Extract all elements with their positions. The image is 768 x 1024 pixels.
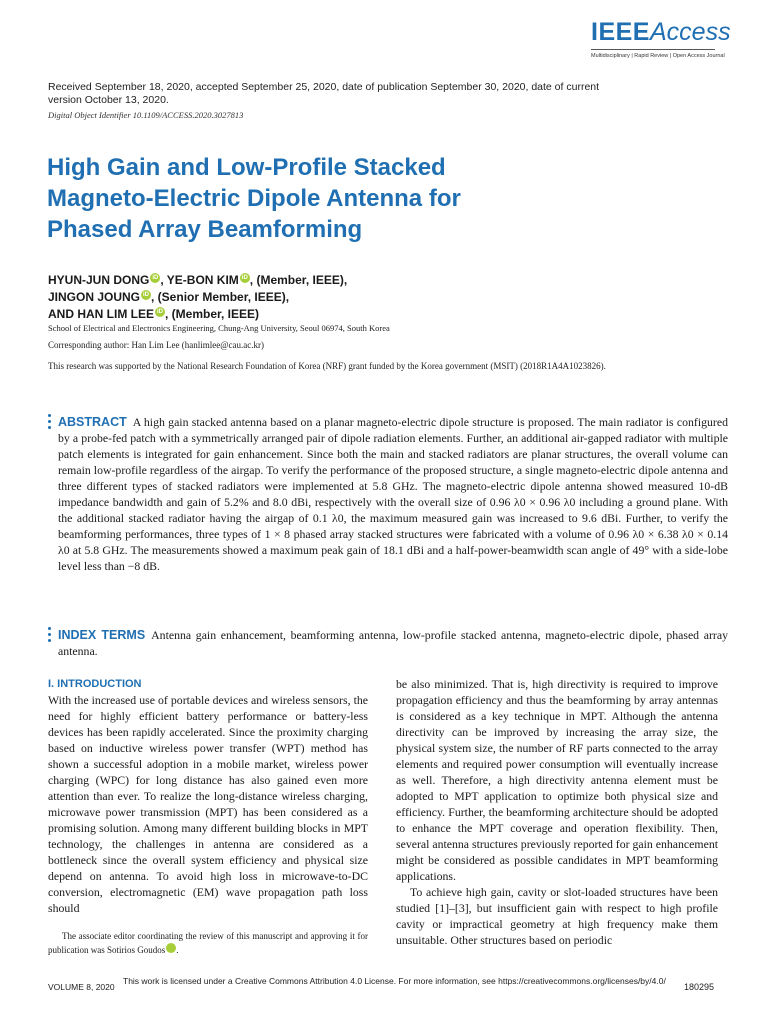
journal-logo <box>591 18 731 59</box>
author-list <box>48 272 468 323</box>
license-notice[interactable]: This work is licensed under a Creative Commons Attribution 4.0 License. For more information, see https://creativecommons.org/licenses/by/4.0/ <box>123 976 666 986</box>
editor-footnote: The associate editor coordinating the review of this manuscript and approving it for publication was Sotirios Goudos iD. <box>48 931 368 955</box>
author-name: AND HAN LIM LEE <box>48 307 154 321</box>
received-dates: Received September 18, 2020, accepted September 25, 2020, date of publication September 30, 2020, date of current version October 13, 2020. <box>48 81 600 106</box>
body-paragraph: be also minimized. That is, high directivity is required to improve propagation efficiency and thus the beamforming by array antennas is considered as a key technique in MPT. Although the antenna directivity can be improved by increasing the array size, the physical system size, the number of RF parts connected to the array elements and required power consumption will eventually increase as well. Therefore, a high directivity antenna element must be adopted to MPT application to optimize both physical size and efficiency. Further, the beamforming architecture should be adopted to enhance the MPT coverage and operation flexibility. Then, several antenna structures previously reported for gain enhancement might be considered as possible candidates in MPT beamforming applications. <box>396 677 718 883</box>
author-name: HYUN-JUN DONG <box>48 273 150 287</box>
section-heading: I. INTRODUCTION <box>48 678 142 690</box>
doi: Digital Object Identifier 10.1109/ACCESS.2020.3027813 <box>48 110 244 120</box>
abstract-text: A high gain stacked antenna based on a planar magneto-electric dipole structure is proposed. The main radiator is configured by a probe-fed patch with a symmetrically arranged pair of dipole radiation elements. Further, an additional air-gapped radiator with multiple patch elements is integrated for gain enhancement. Since both the main and stacked radiators are planar structures, the overall volume can remain low-profile regardless of the airgap. To verify the performance of the proposed structure, a single magneto-electric dipole antenna and three different types of stacked radiators were implemented at 5.8 GHz. The magneto-electric dipole antenna showed measured 10-dB impedance bandwidth and gain of 5.2% and 8.0 dBi, respectively with the overall size of 0.96 λ0 × 0.96 λ0 including a ground plane. With the additional stacked radiator having the airgap of 0.1 λ0, the maximum measured gain was increased to 9.6 dBi. Further, to verify the beamforming performances, three types of 1 × 8 phased array stacked structures were fabricated with a volume of 0.96 λ0 × 6.38 λ0 × 0.14 λ0 at 5.8 GHz. The measurements showed a maximum peak gain of 18.1 dBi and a half-power-beamwidth scan angle of 49° with a side-lobe level less than −8 dB. <box>58 415 728 573</box>
affiliation: School of Electrical and Electronics Engineering, Chung-Ang University, Seoul 06974, South Korea <box>48 323 390 333</box>
funding-statement: This research was supported by the National Research Foundation of Korea (NRF) grant funded by the Korea government (MSIT) (2018R1A4A1023826). <box>48 361 606 371</box>
index-terms-text: Antenna gain enhancement, beamforming antenna, low-profile stacked antenna, magneto-electric dipole, phased array antenna. <box>58 628 728 658</box>
orcid-icon[interactable]: iD <box>241 275 248 281</box>
orcid-icon[interactable]: iD <box>152 275 159 281</box>
logo-divider <box>591 49 715 50</box>
page-number: 180295 <box>684 982 715 992</box>
orcid-icon[interactable]: iD <box>157 309 163 315</box>
body-paragraph: With the increased use of portable devices and wireless sensors, the need for highly efficient battery performance or battery-less devices has been rapidly accelerated. Since the proximity charging based on inductive wireless power transfer (WPT) method has shown a successful adoption in a mobile market, wireless power charging (WPC) for long distance has also gained even more attention than ever. To realize the long-distance wireless charging, microwave power transmission (MPT) has been considered as a promising solution. Among many different building blocks in MPT technology, the challenges in antenna are considered as a bottleneck since the overall system efficiency and physical size depend on antenna. To avoid high loss in microwave-to-DC conversion, electromagnetic (EM) wave propagation path loss should <box>48 693 368 915</box>
index-terms <box>58 627 728 659</box>
logo-main: IEEE <box>591 18 650 46</box>
abstract-marker-icon <box>48 414 51 432</box>
logo-sub: Access <box>649 18 731 46</box>
orcid-icon[interactable]: iD <box>143 292 150 298</box>
footnote-text: The associate editor coordinating the review of this manuscript and approving it for publication was Sotirios Goudos <box>48 931 368 955</box>
paper-title: High Gain and Low-Profile Stacked Magneto-Electric Dipole Antenna for Phased Array Beamforming <box>47 154 461 243</box>
author-membership: , (Senior Member, IEEE), <box>151 290 290 304</box>
author-membership: , (Member, IEEE) <box>165 307 260 321</box>
right-column <box>396 676 718 948</box>
abstract-heading: ABSTRACT <box>58 415 127 429</box>
author-name: , YE-BON KIM <box>160 273 239 287</box>
index-terms-heading: INDEX TERMS <box>58 628 146 642</box>
author-membership: , (Member, IEEE), <box>249 273 348 287</box>
author-name: JINGON JOUNG <box>48 290 141 304</box>
left-column <box>48 676 368 916</box>
corresponding-author: Corresponding author: Han Lim Lee (hanlimlee@cau.ac.kr) <box>48 340 264 350</box>
index-terms-marker-icon <box>48 627 51 645</box>
logo-tagline: Multidisciplinary | Rapid Review | Open Access Journal <box>591 53 725 59</box>
body-paragraph: To achieve high gain, cavity or slot-loaded structures have been studied [1]–[3], but insufficient gain with respect to high profile cavity or impractical geometry at high frequency make them unsuitable. Other structures based on periodic <box>396 885 718 947</box>
abstract <box>58 414 728 574</box>
orcid-icon[interactable]: iD <box>166 943 176 953</box>
volume-label: VOLUME 8, 2020 <box>48 982 115 992</box>
